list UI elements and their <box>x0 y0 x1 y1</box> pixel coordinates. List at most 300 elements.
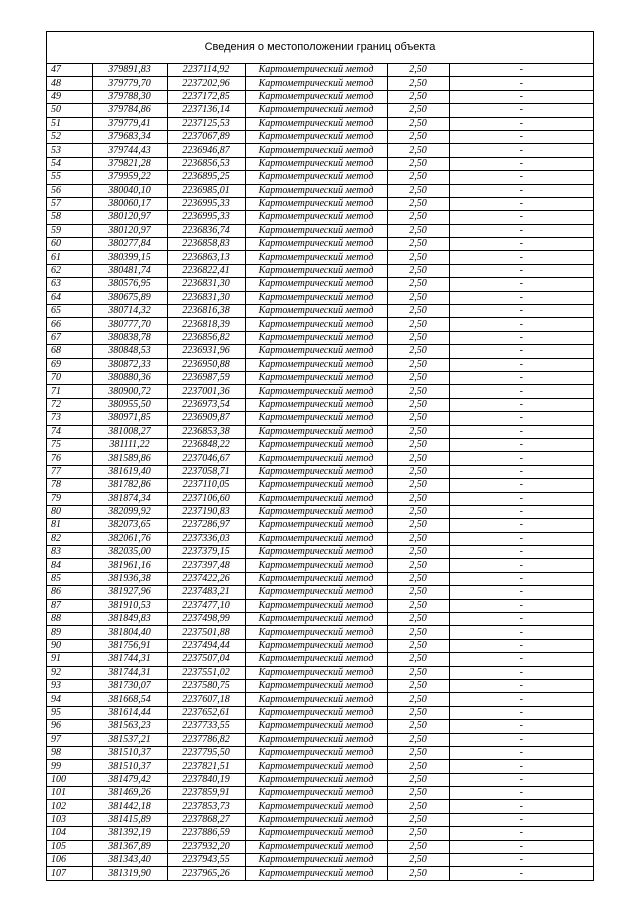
table-row <box>47 238 593 251</box>
description-cell: - <box>449 144 593 157</box>
description-cell: - <box>449 117 593 130</box>
description-cell: - <box>449 800 593 813</box>
method-cell: Картометрический метод <box>245 706 387 719</box>
description-cell: - <box>449 572 593 585</box>
description-cell: - <box>519 867 523 879</box>
y-coordinate-cell: 2237379,15 <box>167 546 245 559</box>
accuracy-cell: 2,50 <box>387 144 449 157</box>
method-cell: Картометрический метод <box>245 479 387 492</box>
x-coordinate-cell: 381469,26 <box>92 787 167 800</box>
y-coordinate-cell: 2236931,96 <box>167 345 245 358</box>
table-row <box>47 787 593 800</box>
x-coordinate-cell: 381804,40 <box>92 626 167 639</box>
y-coordinate-cell: 2237114,92 <box>167 64 245 77</box>
y-coordinate-cell: 2237580,75 <box>167 679 245 692</box>
x-coordinate-cell: 381510,37 <box>92 760 167 773</box>
point-number-cell: 54 <box>47 157 92 170</box>
x-coordinate-cell: 381874,34 <box>92 492 167 505</box>
x-coordinate-cell: 380872,33 <box>92 358 167 371</box>
method-cell: Картометрический метод <box>245 867 387 880</box>
method-cell: Картометрический метод <box>245 264 387 277</box>
description-cell: - <box>449 546 593 559</box>
point-number-cell: 91 <box>47 653 92 666</box>
x-coordinate-cell: 380675,89 <box>92 291 167 304</box>
table-row <box>47 157 593 170</box>
accuracy-cell: 2,50 <box>387 639 449 652</box>
accuracy-cell: 2,50 <box>387 653 449 666</box>
accuracy-cell: 2,50 <box>387 599 449 612</box>
description-cell: - <box>449 693 593 706</box>
accuracy-cell: 2,50 <box>387 90 449 103</box>
y-coordinate-cell: 2237058,71 <box>167 465 245 478</box>
point-number-cell: 51 <box>47 117 92 130</box>
y-coordinate-cell: 2237507,04 <box>167 653 245 666</box>
table-row <box>47 425 593 438</box>
method-cell: Картометрический метод <box>245 746 387 759</box>
method-cell: Картометрический метод <box>245 77 387 90</box>
method-cell: Картометрический метод <box>245 613 387 626</box>
accuracy-cell: 2,50 <box>387 318 449 331</box>
method-cell: Картометрический метод <box>245 505 387 518</box>
table-row <box>47 653 593 666</box>
table-row <box>47 760 593 773</box>
point-number-cell: 49 <box>47 90 92 103</box>
accuracy-cell: 2,50 <box>387 733 449 746</box>
method-cell: Картометрический метод <box>245 331 387 344</box>
description-cell: - <box>449 679 593 692</box>
table-row <box>47 626 593 639</box>
description-cell: - <box>449 211 593 224</box>
table-row <box>47 693 593 706</box>
x-coordinate-cell: 381510,37 <box>92 746 167 759</box>
method-cell: Картометрический метод <box>245 318 387 331</box>
description-cell: - <box>449 358 593 371</box>
x-coordinate-cell: 381782,86 <box>92 479 167 492</box>
table-row <box>47 519 593 532</box>
x-coordinate-cell: 381849,83 <box>92 613 167 626</box>
x-coordinate-cell: 380120,97 <box>92 224 167 237</box>
method-cell: Картометрический метод <box>245 626 387 639</box>
description-cell: - <box>449 840 593 853</box>
description-cell: - <box>449 90 593 103</box>
x-coordinate-cell: 382035,00 <box>92 546 167 559</box>
table-row <box>47 854 593 867</box>
method-cell: Картометрический метод <box>245 117 387 130</box>
y-coordinate-cell: 2236831,30 <box>167 278 245 291</box>
x-coordinate-cell: 381961,16 <box>92 559 167 572</box>
x-coordinate-cell: 379788,30 <box>92 90 167 103</box>
description-cell: - <box>449 479 593 492</box>
accuracy-cell: 2,50 <box>387 813 449 826</box>
table-row <box>47 224 593 237</box>
description-cell: - <box>449 345 593 358</box>
accuracy-cell: 2,50 <box>387 425 449 438</box>
accuracy-cell: 2,50 <box>387 720 449 733</box>
table-body <box>47 64 593 880</box>
point-number-cell: 55 <box>47 171 92 184</box>
table-row <box>47 546 593 559</box>
y-coordinate-cell: 2237795,50 <box>167 746 245 759</box>
method-cell: Картометрический метод <box>245 358 387 371</box>
y-coordinate-cell: 2237067,89 <box>167 130 245 143</box>
point-number-cell: 75 <box>47 438 92 451</box>
y-coordinate-cell: 2236987,59 <box>167 371 245 384</box>
y-coordinate-cell: 2237943,55 <box>167 854 245 867</box>
accuracy-cell: 2,50 <box>387 840 449 853</box>
table-row <box>47 599 593 612</box>
description-cell: - <box>449 773 593 786</box>
x-coordinate-cell: 382073,65 <box>92 519 167 532</box>
x-coordinate-cell: 379779,41 <box>92 117 167 130</box>
table-row <box>47 345 593 358</box>
x-coordinate-cell: 380777,70 <box>92 318 167 331</box>
accuracy-cell: 2,50 <box>387 358 449 371</box>
table-row <box>47 586 593 599</box>
description-cell: - <box>449 371 593 384</box>
point-number-cell: 86 <box>47 586 92 599</box>
table-row <box>47 130 593 143</box>
description-cell: - <box>449 77 593 90</box>
point-number-cell: 67 <box>47 331 92 344</box>
y-coordinate-cell: 2237397,48 <box>167 559 245 572</box>
description-cell: - <box>449 171 593 184</box>
accuracy-cell: 2,50 <box>387 438 449 451</box>
description-cell: - <box>449 706 593 719</box>
point-number-cell: 72 <box>47 398 92 411</box>
x-coordinate-cell: 380399,15 <box>92 251 167 264</box>
x-coordinate-cell: 381668,54 <box>92 693 167 706</box>
x-coordinate-cell: 379891,83 <box>92 64 167 77</box>
x-coordinate-cell: 380838,78 <box>92 331 167 344</box>
point-number-cell: 74 <box>47 425 92 438</box>
y-coordinate-cell: 2236816,38 <box>167 305 245 318</box>
method-cell: Картометрический метод <box>245 492 387 505</box>
accuracy-cell: 2,50 <box>387 184 449 197</box>
table-row <box>47 264 593 277</box>
description-cell: - <box>449 746 593 759</box>
point-number-cell: 95 <box>47 706 92 719</box>
point-number-cell: 70 <box>47 371 92 384</box>
point-number-cell: 83 <box>47 546 92 559</box>
method-cell: Картометрический метод <box>245 720 387 733</box>
method-cell: Картометрический метод <box>245 211 387 224</box>
method-cell: Картометрический метод <box>245 653 387 666</box>
description-cell: - <box>449 532 593 545</box>
description-cell: - <box>449 586 593 599</box>
x-coordinate-cell: 379744,43 <box>92 144 167 157</box>
accuracy-cell: 2,50 <box>387 746 449 759</box>
table-row <box>47 465 593 478</box>
description-cell: - <box>449 492 593 505</box>
table-row <box>47 559 593 572</box>
y-coordinate-cell: 2236995,33 <box>167 197 245 210</box>
method-cell: Картометрический метод <box>245 800 387 813</box>
accuracy-cell: 2,50 <box>387 706 449 719</box>
table-row <box>47 666 593 679</box>
point-number-cell: 58 <box>47 211 92 224</box>
method-cell: Картометрический метод <box>245 586 387 599</box>
x-coordinate-cell: 379821,28 <box>92 157 167 170</box>
x-coordinate-cell: 381537,21 <box>92 733 167 746</box>
accuracy-cell: 2,50 <box>387 264 449 277</box>
point-number-cell: 96 <box>47 720 92 733</box>
accuracy-cell: 2,50 <box>387 693 449 706</box>
table-row <box>47 827 593 840</box>
accuracy-cell: 2,50 <box>387 345 449 358</box>
y-coordinate-cell: 2237859,91 <box>167 787 245 800</box>
table-row <box>47 813 593 826</box>
x-coordinate-cell: 380277,84 <box>92 238 167 251</box>
description-cell: - <box>449 505 593 518</box>
description-cell: - <box>449 224 593 237</box>
accuracy-cell: 2,50 <box>387 211 449 224</box>
method-cell: Картометрический метод <box>245 371 387 384</box>
y-coordinate-cell: 2237106,60 <box>167 492 245 505</box>
x-coordinate-cell: 381442,18 <box>92 800 167 813</box>
description-cell: - <box>449 318 593 331</box>
y-coordinate-cell: 2236858,83 <box>167 238 245 251</box>
method-cell: Картометрический метод <box>245 224 387 237</box>
table-row <box>47 211 593 224</box>
method-cell: Картометрический метод <box>245 385 387 398</box>
x-coordinate-cell: 380120,97 <box>92 211 167 224</box>
x-coordinate-cell: 381614,44 <box>92 706 167 719</box>
method-cell: Картометрический метод <box>245 813 387 826</box>
y-coordinate-cell: 2237202,96 <box>167 77 245 90</box>
x-coordinate-cell: 380955,50 <box>92 398 167 411</box>
method-cell: Картометрический метод <box>245 519 387 532</box>
method-cell: Картометрический метод <box>245 559 387 572</box>
point-number-cell: 56 <box>47 184 92 197</box>
description-cell: - <box>449 104 593 117</box>
point-number-cell: 88 <box>47 613 92 626</box>
point-number-cell: 65 <box>47 305 92 318</box>
point-number-cell: 57 <box>47 197 92 210</box>
point-number-cell: 48 <box>47 77 92 90</box>
point-number-cell: 66 <box>47 318 92 331</box>
table-row <box>47 720 593 733</box>
accuracy-cell: 2,50 <box>387 331 449 344</box>
method-cell: Картометрический метод <box>245 197 387 210</box>
x-coordinate-cell: 381367,89 <box>92 840 167 853</box>
description-cell: - <box>449 130 593 143</box>
accuracy-cell: 2,50 <box>387 197 449 210</box>
table-row <box>47 867 593 880</box>
y-coordinate-cell: 2236985,01 <box>167 184 245 197</box>
x-coordinate-cell: 380576,95 <box>92 278 167 291</box>
y-coordinate-cell: 2236822,41 <box>167 264 245 277</box>
point-number-cell: 89 <box>47 626 92 639</box>
table-row <box>47 291 593 304</box>
method-cell: Картометрический метод <box>245 639 387 652</box>
point-number-cell: 92 <box>47 666 92 679</box>
method-cell: Картометрический метод <box>245 760 387 773</box>
x-coordinate-cell: 380481,74 <box>92 264 167 277</box>
y-coordinate-cell: 2237046,67 <box>167 452 245 465</box>
method-cell: Картометрический метод <box>245 144 387 157</box>
accuracy-cell: 2,50 <box>387 371 449 384</box>
accuracy-cell: 2,50 <box>387 800 449 813</box>
description-cell: - <box>449 157 593 170</box>
point-number-cell: 98 <box>47 746 92 759</box>
method-cell: Картометрический метод <box>245 64 387 77</box>
accuracy-cell: 2,50 <box>387 479 449 492</box>
y-coordinate-cell: 2237733,55 <box>167 720 245 733</box>
point-number-cell: 97 <box>47 733 92 746</box>
point-number-cell: 102 <box>47 800 92 813</box>
table-row <box>47 278 593 291</box>
point-number-cell: 77 <box>47 465 92 478</box>
x-coordinate-cell: 381927,96 <box>92 586 167 599</box>
y-coordinate-cell: 2237136,14 <box>167 104 245 117</box>
point-number-cell: 99 <box>47 760 92 773</box>
x-coordinate-cell: 381744,31 <box>92 666 167 679</box>
table-row <box>47 64 593 77</box>
y-coordinate-cell: 2237190,83 <box>167 505 245 518</box>
method-cell: Картометрический метод <box>245 854 387 867</box>
description-cell: - <box>449 251 593 264</box>
point-number-cell: 53 <box>47 144 92 157</box>
accuracy-cell: 2,50 <box>387 77 449 90</box>
accuracy-cell: 2,50 <box>387 787 449 800</box>
accuracy-cell: 2,50 <box>387 452 449 465</box>
description-cell: - <box>449 787 593 800</box>
table-row <box>47 412 593 425</box>
table-row <box>47 746 593 759</box>
table-row <box>47 385 593 398</box>
accuracy-cell: 2,50 <box>387 760 449 773</box>
x-coordinate-cell: 379784,86 <box>92 104 167 117</box>
table-row <box>47 305 593 318</box>
accuracy-cell: 2,50 <box>387 559 449 572</box>
description-cell: - <box>449 639 593 652</box>
y-coordinate-cell: 2236946,87 <box>167 144 245 157</box>
table-row <box>47 840 593 853</box>
x-coordinate-cell: 380880,36 <box>92 371 167 384</box>
table-row <box>47 90 593 103</box>
method-cell: Картометрический метод <box>245 398 387 411</box>
table-row <box>47 117 593 130</box>
y-coordinate-cell: 2237336,03 <box>167 532 245 545</box>
y-coordinate-cell: 2237483,21 <box>167 586 245 599</box>
accuracy-cell: 2,50 <box>387 238 449 251</box>
y-coordinate-cell: 2236856,53 <box>167 157 245 170</box>
method-cell: Картометрический метод <box>245 238 387 251</box>
accuracy-cell: 2,50 <box>387 465 449 478</box>
table-row <box>47 184 593 197</box>
point-number-cell: 47 <box>47 64 92 77</box>
method-cell: Картометрический метод <box>245 171 387 184</box>
y-coordinate-cell: 2237786,82 <box>167 733 245 746</box>
table-row <box>47 706 593 719</box>
description-cell: - <box>449 264 593 277</box>
description-cell: - <box>449 760 593 773</box>
description-cell: - <box>449 733 593 746</box>
description-cell: - <box>449 385 593 398</box>
method-cell: Картометрический метод <box>245 278 387 291</box>
point-number-cell: 93 <box>47 679 92 692</box>
description-cell: - <box>449 465 593 478</box>
point-number-cell: 63 <box>47 278 92 291</box>
method-cell: Картометрический метод <box>245 291 387 304</box>
accuracy-cell: 2,50 <box>387 666 449 679</box>
method-cell: Картометрический метод <box>245 305 387 318</box>
y-coordinate-cell: 2237607,18 <box>167 693 245 706</box>
description-cell: - <box>449 653 593 666</box>
point-number-cell: 80 <box>47 505 92 518</box>
method-cell: Картометрический метод <box>245 184 387 197</box>
table-row <box>47 371 593 384</box>
point-number-cell: 79 <box>47 492 92 505</box>
y-coordinate-cell: 2237821,51 <box>167 760 245 773</box>
accuracy-cell: 2,50 <box>387 278 449 291</box>
x-coordinate-cell: 381479,42 <box>92 773 167 786</box>
table-row <box>47 171 593 184</box>
point-number-cell: 64 <box>47 291 92 304</box>
table-row <box>47 800 593 813</box>
method-cell: Картометрический метод <box>245 546 387 559</box>
point-number-cell: 107 <box>47 867 92 880</box>
accuracy-cell: 2,50 <box>387 773 449 786</box>
description-cell: - <box>449 599 593 612</box>
y-coordinate-cell: 2236909,87 <box>167 412 245 425</box>
y-coordinate-cell: 2236856,82 <box>167 331 245 344</box>
x-coordinate-cell: 381563,23 <box>92 720 167 733</box>
x-coordinate-cell: 380848,53 <box>92 345 167 358</box>
method-cell: Картометрический метод <box>245 465 387 478</box>
y-coordinate-cell: 2237652,61 <box>167 706 245 719</box>
accuracy-cell: 2,50 <box>387 104 449 117</box>
method-cell: Картометрический метод <box>245 827 387 840</box>
description-cell: - <box>449 559 593 572</box>
point-number-cell: 76 <box>47 452 92 465</box>
x-coordinate-cell: 381415,89 <box>92 813 167 826</box>
description-cell: - <box>449 184 593 197</box>
point-number-cell: 104 <box>47 827 92 840</box>
description-cell: - <box>449 626 593 639</box>
y-coordinate-cell: 2237422,26 <box>167 572 245 585</box>
accuracy-cell: 2,50 <box>387 626 449 639</box>
y-coordinate-cell: 2237001,36 <box>167 385 245 398</box>
accuracy-cell: 2,50 <box>387 224 449 237</box>
accuracy-cell: 2,50 <box>387 64 449 77</box>
x-coordinate-cell: 381730,07 <box>92 679 167 692</box>
point-number-cell: 61 <box>47 251 92 264</box>
x-coordinate-cell: 379779,70 <box>92 77 167 90</box>
point-number-cell: 59 <box>47 224 92 237</box>
table-row <box>47 505 593 518</box>
description-cell: - <box>449 827 593 840</box>
method-cell: Картометрический метод <box>245 157 387 170</box>
accuracy-cell: 2,50 <box>387 398 449 411</box>
method-cell: Картометрический метод <box>245 345 387 358</box>
table-row <box>47 144 593 157</box>
table-row <box>47 452 593 465</box>
accuracy-cell: 2,50 <box>387 546 449 559</box>
table-row <box>47 331 593 344</box>
point-number-cell: 71 <box>47 385 92 398</box>
point-number-cell: 84 <box>47 559 92 572</box>
y-coordinate-cell: 2237110,05 <box>167 479 245 492</box>
point-number-cell: 94 <box>47 693 92 706</box>
x-coordinate-cell: 379959,22 <box>92 171 167 184</box>
description-cell: - <box>449 278 593 291</box>
table-row <box>47 104 593 117</box>
table-row <box>47 197 593 210</box>
point-number-cell: 60 <box>47 238 92 251</box>
point-number-cell: 81 <box>47 519 92 532</box>
x-coordinate-cell: 380714,32 <box>92 305 167 318</box>
